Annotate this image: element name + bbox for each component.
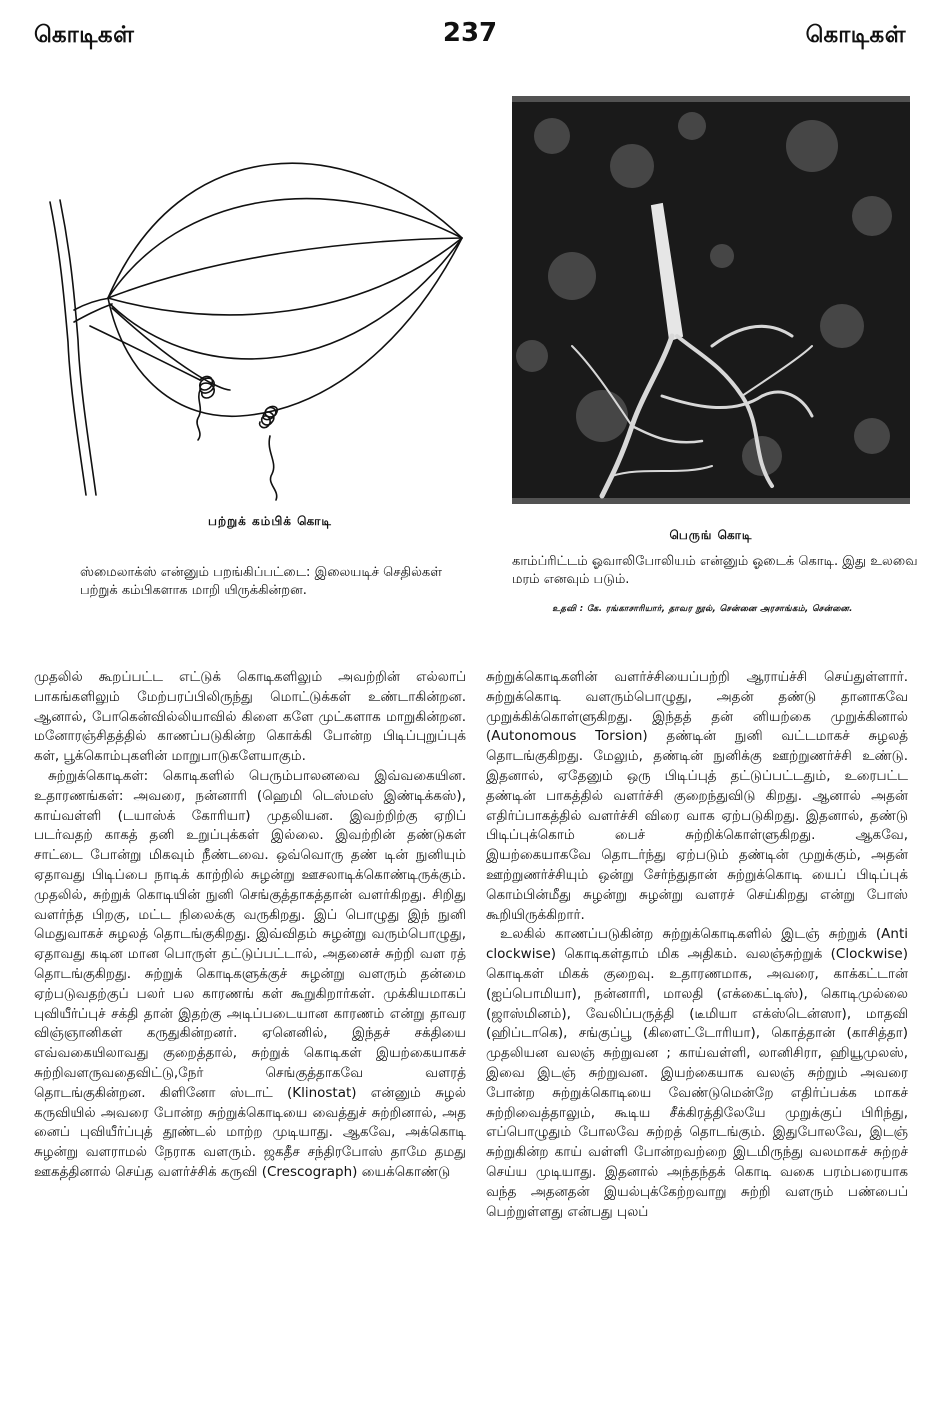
running-header-right: கொடிகள் [805,22,906,48]
paragraph: உலகில் காணப்படுகின்ற சுற்றுக்கொடிகளில் இடஞ் சுற்றுக் (Anti clockwise) கொடிகள்தாம் மிக அதிகம். வலஞ்சுற்றுக் (Clockwise) கொடிகள் மிகக் குறைவு. உதாரணமாக, அவரை, காக்கட்டான் (ஐப்பொமியா), நன்னாரி, மாலதி (எக்கைட்டிஸ்), கொடிமுல்லை (ஜாஸ்மினம்), வேலிப்பருத்தி (டீமியா எக்ஸ்டென்ஸா), மாதவி (ஹிப்டாகெ), சங்குப்பூ (கிளைட்டோரியா), கொத்தான் (காசித்தா) முதலியன வலஞ் சுற்றுவன ; காய்வள்ளி, லானிசிரா, ஹியூமுலஸ், இவை இடஞ் சுற்றுவன. இயற்கையாக வலஞ் சுற்றும் அவரை போன்ற சுற்றுக்கொடியை வேண்டுமென்றே எதிர்ப்பக்க மாகச் சுற்றிவைத்தாலும், கூடிய சீக்கிரத்திலேயே முறுக்குப் பிரிந்து, எப்பொழுதும் போலவே சுற்றத் தொடங்கும். இதுபோலவே, இடஞ் சுற்றுகின்ற காய் வள்ளி போன்றவற்றை இடமிருந்து வலமாகச் சுற்றச் செய்ய முடியாது. இதனால் அந்தந்தக் கொடி வகை பரம்பரையாக வந்த அதனதன் இயல்புக்கேற்றவாறு சுற்றி வளரும் பண்பைப் பெற்றுள்ளது என்பது புலப் [486,926,908,1220]
body-column-right [486,668,908,1222]
figure-right-caption-text: காம்ப்ரிட்டம் ஓவாலிபோலியம் என்னும் ஓடைக் கொடி. இது உலவை மரம் எனவும் படும். [512,554,918,587]
paragraph: முதலில் கூறப்பட்ட எட்டுக் கொடிகளிலும் அவற்றின் எல்லாப் பாகங்களிலும் மேற்பரப்பிலிருந்து மொட்டுக்கள் உண்டாகின்றன. ஆனால், போகென்வில்லியாவில் கிளை களே முட்களாக மாறுகின்றன. மனோரஞ்சிதத்தில் காணப்படுகின்ற கொக்கி போன்ற பிடிப்புறுப்புக் கள், பூக்கொம்புகளின் மாறுபாடுகளேயாகும். [34,669,466,765]
running-header-left: கொடிகள் [34,22,135,48]
body-column-left [34,668,466,1183]
figure-right-credit: உதவி : கே. ரங்காசாரியார், தாவர நூல், சென்னை அரசாங்கம், சென்னை. [552,604,853,614]
combretum-climber-photo [512,96,910,504]
figure-left-caption-text: ஸ்மைலாக்ஸ் என்னும் பறங்கிப்பட்டை: இலையடிச் செதில்கள் பற்றுக் கம்பிகளாக மாறி யிருக்கின்றன. [80,565,442,598]
paragraph: சுற்றுக்கொடிகளின் வளர்ச்சியைப்பற்றி ஆராய்ச்சி செய்துள்ளார். சுற்றுக்கொடி வளரும்பொழுது, அதன் தண்டு தானாகவே முறுக்கிக்கொள்ளுகிறது. இந்தத் தன் னியற்கை முறுக்கினால் (Autonomous Torsion) தண்டின் நுனி வட்டமாகச் சுழலத் தொடங்குகிறது. மேலும், தண்டின் நுனிக்கு ஊற்றுணர்ச்சி உண்டு. இதனால், ஏதேனும் ஒரு பிடிப்புத் தட்டுப்பட்டதும், உரைபட்ட தண்டின் பாகத்தில் வளர்ச்சி குறைந்துவிடு கிறது. ஆனால் அதன் எதிர்ப்பாகத்தில் வளர்ச்சி விரை வாக ஏற்படுகிறது. இதனால், தண்டு பிடிப்புக்கொம் பைச் சுற்றிக்கொள்ளுகிறது. ஆகவே, இயற்கையாகவே தொடர்ந்து ஏற்படும் தண்டின் முறுக்கும், அதன் ஊற்றுணர்ச்சியும் ஒன்று சேர்ந்துதான் சுற்றுக்கொடி யைப் பிடிப்புக் கொம்பின்மீது சுழன்று சுழன்று வளரச் செய்கிறது என்று போஸ் கூறியிருக்கிறார். [486,669,908,923]
figure-right-caption-title: பெருங் கொடி [669,528,753,542]
paragraph: சுற்றுக்கொடிகள்: கொடிகளில் பெரும்பாலனவை இவ்வகையின. உதாரணங்கள்: அவரை, நன்னாரி (ஹெமி டெஸ்மஸ் இண்டிக்கஸ்), காய்வள்ளி (டயாஸ்க் கோரியா) முதலியன. இவற்றிற்கு ஏறிப் படர்வதற் காகத் தனி உறுப்புக்கள் இல்லை. இவற்றின் தண்டுகள் சாட்டை போன்று மிகவும் நீண்டவை. ஒவ்வொரு தண் டின் நுனியும் ஏதாவது பிடிப்பை நாடிக் காற்றில் சுழன்று ஊசலாடிக்கொண்டிருக்கும். முதலில், சுற்றுக் கொடியின் நுனி செங்குத்தாகத்தான் வளர்கிறது. சிறிது வளர்ந்த பிறகு, மட்ட நிலைக்கு வருகிறது. இப் பொழுது இந் நுனி மெதுவாகச் சுழலத் தொடங்குகிறது. இவ்விதம் சுழன்று வரும்பொழுது, ஏதாவது கடின மான பொருள் தட்டுப்பட்டால், அதனைச் சுற்றி வள ரத் தொடங்குகிறது. சுற்றுக் கொடிகளுக்குச் சுழன்று வளரும் தன்மை ஏற்படுவதற்குப் பலர் பல காரணங் கள் கூறுகிறார்கள். முக்கியமாகப் புவியீர்ப்புச் சக்தி தான் இதற்கு அடிப்படையான காரணம் என்று தாவர விஞ்ஞானிகள் கருதுகின்றனர். ஏனெனில், இந்தச் சக்தியை எவ்வகையிலாவது குறைத்தால், சுற்றுக் கொடிகள் இயற்கையாகச் சுற்றிவளருவதைவிட்டு,நேர் செங்குத்தாகவே வளரத் தொடங்குகின்றன. கிளினோ ஸ்டாட் (Klinostat) என்னும் சுழல் கருவியில் அவரை போன்ற சுற்றுக்கொடியை வைத்துச் சுற்றினால், அத னைப் புவியீர்ப்புத் தூண்டல் மாற்ற முடியாது. ஆகவே, அக்கொடி சுழன்று வளராமல் நேராக வளரும். ஜகதீச சந்திரபோஸ் தாமே தமது ஊகத்தினால் செய்த வளர்ச்சிக் கருவி (Crescograph) யைக்கொண்டு [34,767,466,1180]
figure-left-caption-title: பற்றுக் கம்பிக் கொடி [208,514,332,528]
smilax-leaf-drawing [30,90,470,520]
page-number: 237 [442,18,498,48]
